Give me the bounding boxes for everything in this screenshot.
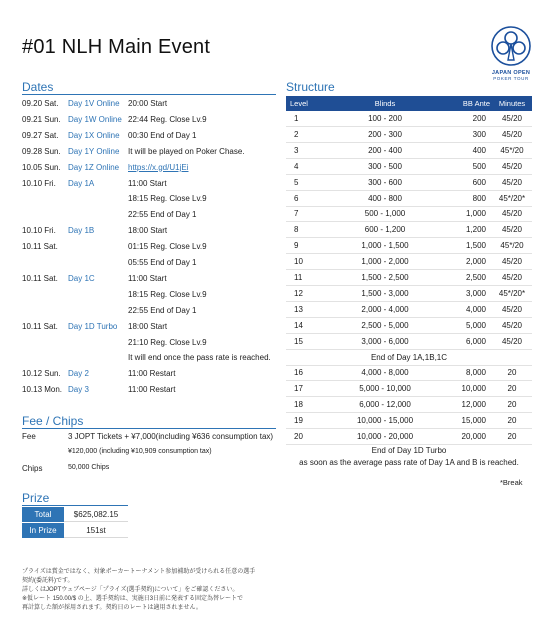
day-cell: Day 1A [68, 178, 95, 188]
prize-total-label: Total [22, 507, 64, 522]
blinds-cell: 10,000 - 20,000 [356, 432, 414, 441]
bb-ante-cell: 2,000 [465, 257, 486, 267]
fee-value: 3 JOPT Tickets + ¥7,000(including ¥636 consumption tax) [68, 432, 274, 441]
blinds-cell: 400 - 800 [368, 193, 402, 203]
date-cell: 09.28 Sun. [22, 146, 61, 156]
blinds-cell: 4,000 - 8,000 [361, 368, 409, 378]
info-cell: 22:55 End of Day 1 [128, 305, 197, 315]
info-cell: 11:00 Restart [128, 385, 176, 395]
blinds-cell: 1,500 - 3,000 [361, 288, 409, 298]
minutes-cell: 45/20 [501, 209, 523, 219]
blinds-cell: 100 - 200 [368, 114, 402, 123]
prize-total-value: $625,082.15 [64, 507, 128, 522]
day-cell: Day 1Z Online [68, 162, 120, 172]
bb-ante-cell: 4,000 [465, 304, 486, 314]
footnote-line: プライズは賞金ではなく、対象ポーカートーナメント参加補助が受けられる任意の選手 [22, 569, 256, 575]
info-cell: 18:00 Start [128, 321, 168, 331]
info-cell: It will be played on Poker Chase. [128, 146, 245, 156]
date-cell: 09.21 Sun. [22, 114, 61, 124]
day-cell: Day 1V Online [68, 99, 120, 108]
minutes-cell: 45/20 [501, 161, 523, 171]
structure-heading: Structure [286, 80, 335, 94]
bb-ante-cell: 200 [472, 114, 486, 123]
bb-ante-cell: 15,000 [461, 416, 486, 426]
bb-ante-cell: 8,000 [465, 368, 486, 378]
bb-ante-cell: 3,000 [465, 288, 486, 298]
date-cell: 10.05 Sun. [22, 162, 61, 172]
structure-row [286, 381, 532, 397]
minutes-cell: 45/20 [501, 304, 523, 314]
bb-ante-cell: 2,500 [465, 273, 486, 282]
info-cell: 11:00 Start [128, 178, 167, 188]
blinds-cell: 500 - 1,000 [364, 209, 406, 219]
day-cell: Day 2 [68, 369, 89, 379]
col-minutes: Minutes [498, 99, 526, 108]
structure-row [286, 175, 532, 191]
prize-rule [22, 505, 128, 506]
structure-table-header [286, 96, 532, 111]
blinds-cell: 6,000 - 12,000 [359, 400, 411, 410]
level-cell: 4 [294, 161, 299, 171]
blinds-cell: 1,000 - 1,500 [361, 241, 409, 251]
poker-chase-link[interactable]: https://x.gd/U1jEi [128, 162, 189, 172]
blinds-cell: 1,000 - 2,000 [361, 257, 409, 267]
level-cell: 9 [294, 241, 299, 251]
day-cell: Day 3 [68, 385, 89, 395]
bb-ante-cell: 600 [472, 177, 486, 187]
fee-rule [22, 428, 276, 429]
level-cell: 18 [294, 400, 303, 410]
level-cell: 5 [294, 177, 299, 187]
level-cell: 2 [294, 129, 299, 139]
logo-text-line1: JAPAN OPEN [491, 70, 531, 76]
footnote-line: 詳しくはJOPTウェブページ「プライズ(選手契約)について」をご確認ください。 [22, 587, 239, 593]
bb-ante-cell: 20,000 [461, 432, 486, 441]
blinds-cell: 200 - 400 [368, 145, 402, 155]
minutes-cell: 20 [507, 416, 517, 426]
minutes-cell: 45/20 [501, 273, 523, 282]
dates-heading: Dates [22, 80, 54, 94]
info-cell: 18:15 Reg. Close Lv.9 [128, 289, 207, 299]
level-cell: 14 [294, 320, 303, 330]
day-cell: Day 1B [68, 226, 95, 236]
blinds-cell: 600 - 1,200 [364, 225, 406, 235]
info-cell: It will end once the pass rate is reached. [128, 353, 271, 363]
minutes-cell: 45/20 [501, 257, 523, 267]
minutes-cell: 45/20 [501, 336, 523, 346]
day-cell: Day 1W Online [68, 114, 122, 124]
structure-row [286, 429, 532, 445]
level-cell: 8 [294, 225, 299, 235]
level-cell: 12 [294, 288, 303, 298]
prize-inprize-value: 151st [64, 523, 128, 538]
structure-row [286, 159, 532, 175]
blinds-cell: 300 - 600 [368, 177, 402, 187]
date-cell: 10.10 Fri. [22, 226, 56, 236]
date-cell: 10.10 Fri. [22, 178, 56, 188]
footnote [22, 568, 342, 613]
minutes-cell: 45/20 [501, 320, 523, 330]
chips-value: 50,000 Chips [68, 464, 110, 471]
structure-row [286, 222, 532, 238]
blinds-cell: 200 - 300 [368, 129, 402, 139]
structure-row [286, 302, 532, 318]
info-cell: 00:30 End of Day 1 [128, 130, 197, 140]
structure-row [286, 318, 532, 334]
chips-label: Chips [22, 464, 43, 473]
structure-row [286, 254, 532, 270]
date-cell: 09.27 Sat. [22, 130, 59, 140]
minutes-cell: 20 [507, 384, 517, 394]
date-cell: 10.11 Sat. [22, 242, 58, 252]
level-cell: 16 [294, 368, 303, 378]
date-cell: 10.13 Mon. [22, 385, 63, 395]
col-level: Level [290, 99, 308, 108]
date-cell: 09.20 Sat. [22, 99, 59, 108]
level-cell: 7 [294, 209, 299, 219]
col-bb-ante: BB Ante [462, 99, 490, 108]
info-cell: 21:10 Reg. Close Lv.9 [128, 337, 207, 347]
prize-inprize-label: In Prize [22, 523, 64, 538]
structure-row [286, 191, 532, 207]
bb-ante-cell: 800 [472, 193, 486, 203]
day-cell: Day 1X Online [68, 130, 120, 140]
minutes-cell: 20 [507, 400, 517, 410]
footnote-line: ※仮レート 150.00/$ の上、選手契約は、実施日3日前に発表する固定為替レートで [22, 596, 244, 602]
day-cell: Day 1Y Online [68, 146, 120, 156]
bb-ante-cell: 6,000 [465, 336, 486, 346]
level-cell: 11 [294, 273, 303, 282]
info-cell: 01:15 Reg. Close Lv.9 [128, 242, 207, 252]
structure-row [286, 143, 532, 159]
prize-heading: Prize [22, 491, 50, 505]
bb-ante-cell: 1,500 [465, 241, 486, 251]
bb-ante-cell: 10,000 [461, 384, 486, 394]
structure-merged-cell: End of Day 1A,1B,1C [370, 352, 448, 362]
level-cell: 6 [294, 193, 299, 203]
bb-ante-cell: 1,200 [465, 225, 486, 235]
structure-row [286, 238, 532, 254]
bb-ante-cell: 500 [472, 161, 486, 171]
level-cell: 3 [294, 145, 299, 155]
blinds-cell: 10,000 - 15,000 [356, 416, 414, 426]
blinds-cell: 1,500 - 2,500 [361, 273, 409, 282]
structure-row [286, 413, 532, 429]
structure-row [286, 334, 532, 350]
bb-ante-cell: 5,000 [465, 320, 486, 330]
blinds-cell: 5,000 - 10,000 [359, 384, 411, 394]
date-cell: 10.11 Sat. [22, 273, 58, 283]
minutes-cell: 45*/20 [500, 241, 524, 251]
minutes-cell: 45*/20* [498, 193, 526, 203]
blinds-cell: 2,000 - 4,000 [361, 304, 409, 314]
minutes-cell: 20 [507, 368, 517, 378]
blinds-cell: 3,000 - 6,000 [361, 336, 409, 346]
info-cell: 20:00 Start [128, 99, 168, 108]
level-cell: 17 [294, 384, 303, 394]
fee-label: Fee [22, 432, 36, 441]
minutes-cell: 45*/20* [498, 288, 526, 298]
info-cell: 22:55 End of Day 1 [128, 210, 197, 220]
minutes-cell: 45/20 [501, 129, 523, 139]
structure-row [286, 350, 532, 366]
info-cell: 05:55 End of Day 1 [128, 258, 197, 267]
date-cell: 10.11 Sat. [22, 321, 58, 331]
minutes-cell: 45/20 [501, 177, 523, 187]
day-cell: Day 1C [68, 273, 95, 283]
minutes-cell: 45/20 [501, 114, 523, 123]
structure-row [286, 365, 532, 381]
break-note: *Break [500, 478, 523, 487]
footnote-line: 再計算した額が採用されます。契約日のレートは適用されません。 [22, 605, 202, 611]
day-cell: Day 1D Turbo [68, 321, 118, 331]
info-cell: 22:44 Reg. Close Lv.9 [128, 114, 207, 124]
date-cell: 10.12 Sun. [22, 369, 61, 379]
blinds-cell: 300 - 500 [368, 161, 402, 171]
page-title: #01 NLH Main Event [22, 36, 211, 58]
structure-row [286, 111, 532, 127]
level-cell: 13 [294, 304, 303, 314]
level-cell: 20 [294, 432, 303, 441]
bb-ante-cell: 300 [472, 129, 486, 139]
bb-ante-cell: 12,000 [461, 400, 486, 410]
info-cell: 11:00 Restart [128, 369, 176, 379]
fee-value-2: ¥120,000 (including ¥10,909 consumption tax) [68, 448, 212, 455]
structure-row [286, 397, 532, 413]
level-cell: 15 [294, 336, 303, 346]
dates-rule [22, 94, 276, 95]
blinds-cell: 2,500 - 5,000 [361, 320, 409, 330]
minutes-cell: 45/20 [501, 225, 523, 235]
structure-row [286, 270, 532, 286]
level-cell: 1 [294, 114, 299, 123]
bb-ante-cell: 400 [472, 145, 486, 155]
structure-note-1: End of Day 1D Turbo [371, 446, 447, 455]
level-cell: 10 [294, 257, 303, 267]
structure-note-2: as soon as the average pass rate of Day 1A and B is reached. [299, 458, 519, 467]
minutes-cell: 20 [507, 432, 517, 441]
level-cell: 19 [294, 416, 303, 426]
structure-row [286, 206, 532, 222]
bb-ante-cell: 1,000 [465, 209, 486, 219]
logo-text-line2: POKER TOUR [493, 76, 529, 81]
fee-heading: Fee / Chips [22, 414, 84, 428]
info-cell: 18:15 Reg. Close Lv.9 [128, 194, 207, 204]
footnote-line: 契約(委託料)です。 [22, 578, 74, 584]
structure-row [286, 127, 532, 143]
structure-row [286, 286, 532, 302]
info-cell: 18:00 Start [128, 226, 168, 236]
info-cell: 11:00 Start [128, 273, 167, 283]
col-blinds: Blinds [374, 99, 396, 108]
minutes-cell: 45*/20 [500, 145, 524, 155]
